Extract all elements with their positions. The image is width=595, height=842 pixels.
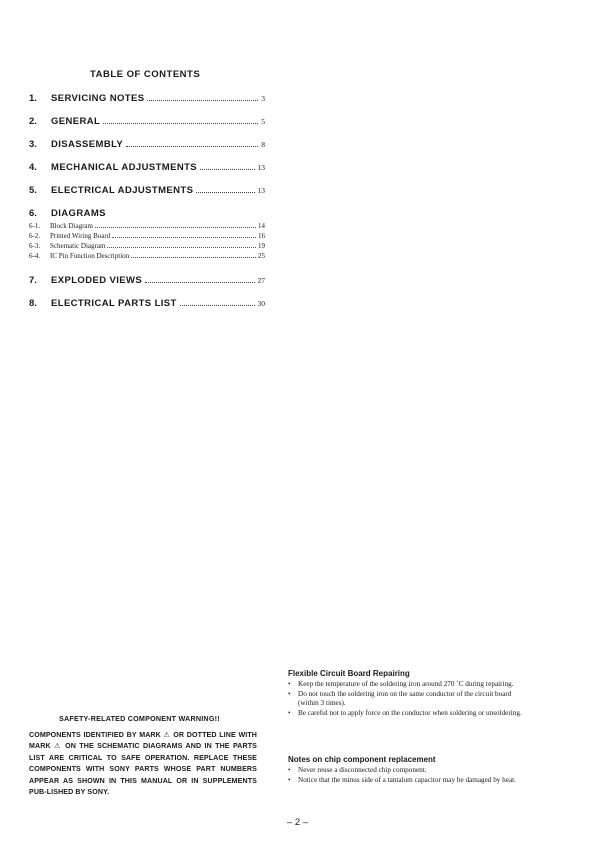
- dot-leader: [95, 226, 256, 228]
- toc-entry-number: 8.: [29, 298, 37, 309]
- toc-subentry-schematic-diagram: [29, 242, 265, 251]
- toc-subentry-block-diagram: [29, 222, 265, 231]
- toc-title: TABLE OF CONTENTS: [90, 69, 201, 80]
- toc-subentry-number: 6-2.: [29, 232, 41, 240]
- toc-entry-number: 7.: [29, 275, 37, 286]
- list-item: [288, 766, 530, 776]
- bullet-icon: •: [288, 766, 291, 774]
- chip-replacement-title: Notes on chip component replacement: [288, 755, 436, 764]
- toc-entry-disassembly: [29, 139, 265, 150]
- bullet-icon: •: [288, 775, 291, 784]
- flex-board-repair-title: Flexible Circuit Board Repairing: [288, 669, 410, 678]
- toc-subentry-number: 6-3.: [29, 242, 41, 250]
- list-item: [288, 690, 530, 709]
- toc-entry-page: 8: [261, 140, 265, 149]
- toc-subentry-page: 14: [258, 222, 265, 230]
- toc-entry-page: 13: [257, 163, 265, 172]
- toc-subentry-number: 6-1.: [29, 222, 41, 230]
- chip-replacement-list: [288, 766, 530, 785]
- bullet-icon: •: [288, 680, 291, 688]
- list-item: [288, 709, 530, 719]
- toc-subentry-number: 6-4.: [29, 252, 41, 260]
- dot-leader: [126, 145, 258, 147]
- flex-board-repair-list: [288, 680, 530, 718]
- list-item: [288, 776, 530, 786]
- toc-subentry-label: IC Pin Function Description: [50, 252, 130, 260]
- toc-entry-servicing-notes: [29, 93, 265, 104]
- bullet-icon: •: [288, 689, 291, 698]
- toc-subentry-printed-wiring-board: [29, 232, 265, 241]
- list-item-text: Be careful not to apply force on the conductor when soldering or unsoldering.: [298, 708, 522, 717]
- toc-subentry-label: Schematic Diagram: [50, 242, 106, 250]
- safety-warning-title: SAFETY-RELATED COMPONENT WARNING!!: [59, 714, 220, 723]
- toc-entry-number: 3.: [29, 139, 37, 150]
- toc-entry-number: 5.: [29, 185, 37, 196]
- toc-entry-diagrams: [29, 208, 265, 219]
- page-number: – 2 –: [286, 817, 309, 828]
- dot-leader: [103, 122, 258, 124]
- list-item-text: Do not touch the soldering iron on the same conductor of the circuit board (within 3 times).: [298, 689, 512, 708]
- toc-entry-label: ELECTRICAL ADJUSTMENTS: [51, 185, 194, 196]
- toc-entry-page: 3: [261, 94, 265, 103]
- dot-leader: [180, 304, 255, 306]
- dot-leader: [112, 236, 256, 238]
- toc-entry-label: SERVICING NOTES: [51, 93, 145, 104]
- toc-entry-general: [29, 116, 265, 127]
- toc-entry-label: DIAGRAMS: [51, 208, 106, 219]
- toc-subentry-page: 19: [258, 242, 265, 250]
- toc-entry-number: 1.: [29, 93, 37, 104]
- toc-entry-label: ELECTRICAL PARTS LIST: [51, 298, 177, 309]
- toc-subentry-label: Printed Wiring Board: [50, 232, 111, 240]
- toc-entry-electrical-adjustments: [29, 185, 265, 196]
- dot-leader: [131, 256, 256, 258]
- toc-entry-mechanical-adjustments: [29, 162, 265, 173]
- dot-leader: [196, 191, 254, 193]
- toc-entry-electrical-parts-list: [29, 298, 265, 309]
- toc-entry-exploded-views: [29, 275, 265, 286]
- dot-leader: [145, 281, 254, 283]
- toc-entry-page: 13: [257, 186, 265, 195]
- toc-subentry-page: 25: [258, 252, 265, 260]
- toc-entry-number: 2.: [29, 116, 37, 127]
- list-item-text: Notice that the minus side of a tantalum capacitor may be damaged by heat.: [298, 775, 516, 784]
- dot-leader: [200, 168, 254, 170]
- toc-entry-page: 5: [261, 117, 265, 126]
- toc-entry-label: DISASSEMBLY: [51, 139, 124, 150]
- list-item-text: Keep the temperature of the soldering iron around 270 ˚C during repairing.: [298, 680, 514, 688]
- toc-subentry-page: 16: [258, 232, 265, 240]
- dot-leader: [107, 246, 256, 248]
- toc-entry-page: 27: [257, 276, 265, 285]
- toc-subentry-label: Block Diagram: [50, 222, 93, 230]
- toc-entry-label: MECHANICAL ADJUSTMENTS: [51, 162, 198, 173]
- list-item-text: Never reuse a disconnected chip component.: [298, 766, 427, 774]
- toc-entry-label: EXPLODED VIEWS: [51, 275, 143, 286]
- safety-warning-body: COMPONENTS IDENTIFIED BY MARK ⚠ OR DOTTED LINE WITH MARK ⚠ ON THE SCHEMATIC DIAGRAMS AND IN THE PARTS LIST ARE CRITICAL TO SAFE OPERATION. REPLACE THESE COMPONENTS WITH SONY PARTS WHOSE PART NUMBERS APPEAR AS SHOWN IN THIS MANUAL OR IN SUPPLEMENTS PUB-LISHED BY SONY.: [29, 731, 257, 797]
- toc-entry-label: GENERAL: [51, 116, 101, 127]
- dot-leader: [147, 99, 258, 101]
- list-item: [288, 680, 530, 690]
- toc-entry-number: 4.: [29, 162, 37, 173]
- toc-entry-number: 6.: [29, 208, 37, 219]
- bullet-icon: •: [288, 708, 291, 717]
- toc-subentry-ic-pin-function: [29, 252, 265, 261]
- toc-entry-page: 30: [257, 299, 265, 308]
